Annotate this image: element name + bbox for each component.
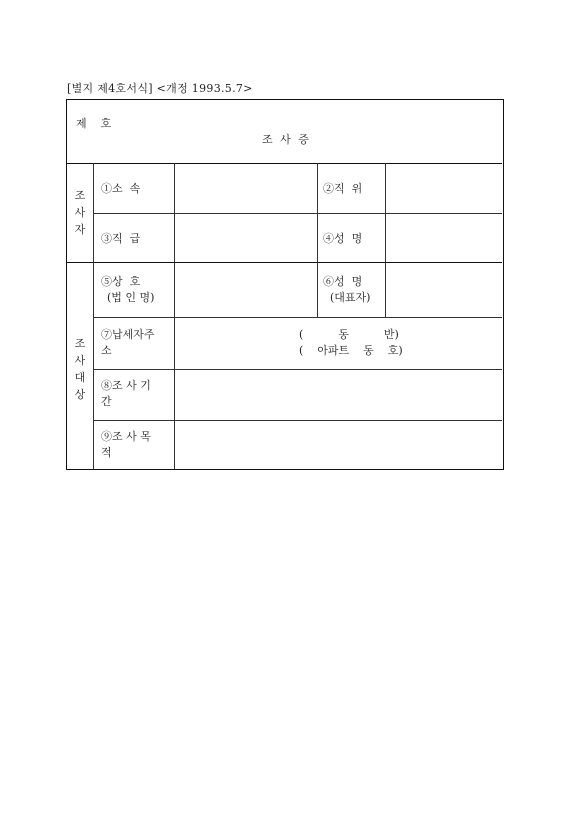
inspection-certificate-form (66, 99, 504, 470)
investigator-group-label-1: 조 (74, 189, 86, 202)
row-divider (93, 317, 502, 318)
representative-sublabel: (대표자) (330, 291, 371, 304)
row-divider (93, 420, 502, 421)
header-divider (67, 163, 502, 164)
company-label: ⑤상 호 (101, 275, 141, 288)
section-divider (67, 262, 502, 263)
purpose-label: ⑨조 사 목 (101, 430, 151, 443)
subject-group-label-2: 사 (74, 354, 86, 367)
rank-label: ③직 급 (101, 232, 141, 245)
subject-group-label-1: 조 (74, 337, 86, 350)
subject-group-label-3: 대 (74, 371, 86, 384)
address-line-2: ( 아파트 동 호) (299, 344, 403, 357)
investigator-group-label-2: 사 (74, 206, 86, 219)
purpose-label-2: 적 (101, 446, 112, 459)
certificate-number-label: 제 호 (76, 117, 112, 130)
investigator-group-label-3: 자 (74, 223, 86, 236)
taxpayer-address-label: ⑦납세자주 (101, 328, 155, 341)
value-column-divider (317, 163, 318, 317)
period-label: ⑧조 사 기 (101, 379, 151, 392)
group-column-divider (93, 163, 94, 469)
form-title: 조 사 증 (262, 133, 311, 146)
label2-column-divider (385, 163, 386, 317)
taxpayer-address-label-2: 소 (101, 344, 112, 357)
representative-label: ⑥성 명 (323, 275, 363, 288)
address-line-1: ( 동 반) (299, 328, 399, 341)
company-sublabel: (법 인 명) (107, 291, 155, 304)
subject-group-label-4: 상 (74, 388, 86, 401)
period-label-2: 간 (101, 395, 112, 408)
name-label: ④성 명 (323, 232, 363, 245)
label-column-divider (174, 163, 175, 469)
row-divider (93, 369, 502, 370)
form-caption: [별지 제4호서식] <개정 1993.5.7> (67, 82, 253, 95)
affiliation-label: ①소 속 (101, 182, 141, 195)
row-divider (93, 213, 502, 214)
position-label: ②직 위 (323, 182, 363, 195)
